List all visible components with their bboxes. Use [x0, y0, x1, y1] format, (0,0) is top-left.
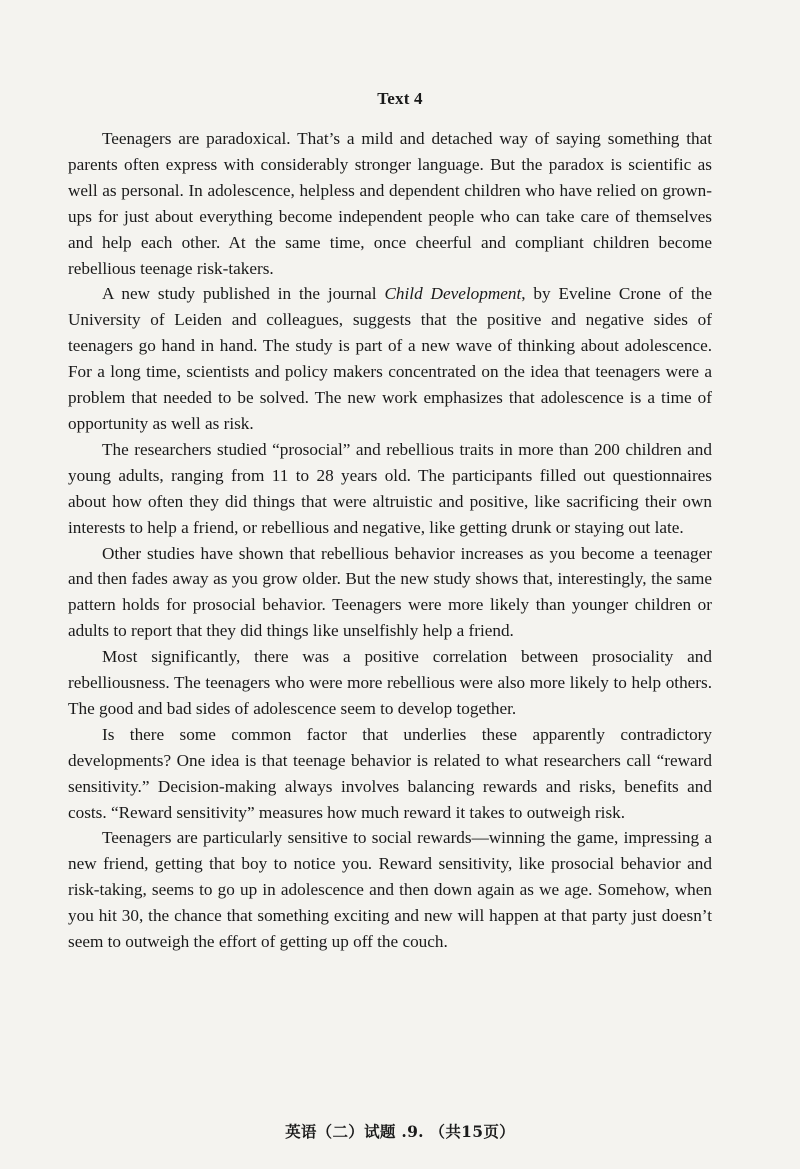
- paragraph: Teenagers are particularly sensitive to social rewards—winning the game, impressing a new friend, getting that boy to notice you. Reward sensitivity, like prosocial behavior and risk-taking, seems to go up in adolescence and then down again as we age. Somehow, when you hit 30, the chance that something exciting and new will happen at that party just doesn’t seem to outweigh the effort of getting up off the couch.: [68, 828, 712, 952]
- paragraph: Is there some common factor that underlies these apparently contradictory developments? One idea is that teenage behavior is related to what researchers call “reward sensitivity.” Decision-making always involves balancing rewards and risks, benefits and costs. “Reward sensitivity” measures how much reward it takes to outweigh risk.: [68, 724, 712, 822]
- paragraph: The researchers studied “prosocial” and rebellious traits in more than 200 children and young adults, ranging from 11 to 28 years old. The participants filled out questionnaires about how often they did things that were altruistic and positive, like sacrificing their own interests to help a friend, or rebellious and negative, like getting drunk or staying out late.: [68, 439, 712, 537]
- passage-body: [68, 126, 712, 955]
- passage-title: Text 4: [377, 89, 423, 108]
- journal-title: Child Development: [384, 284, 522, 304]
- paragraph: Other studies have shown that rebellious behavior increases as you become a teenager and then fades away as you grow older. But the new study shows that, interestingly, the same pattern holds for prosocial behavior. Teenagers were more likely than younger children or adults to report that they did things like unselfishly help a friend.: [68, 543, 712, 641]
- page-footer: 英语（二）试题 .9. （共15页）: [285, 1122, 515, 1141]
- paragraph: Teenagers are paradoxical. That’s a mild and detached way of saying something that parents often express with considerably stronger language. But the paradox is scientific as well as personal. In adolescence, helpless and dependent children who have relied on grown-ups for just about everything become independent people who can take care of themselves and help each other. At the same time, once cheerful and compliant children become rebellious teenage risk-takers.: [68, 129, 712, 278]
- paragraph: Most significantly, there was a positive correlation between prosociality and rebelliousness. The teenagers who were more rebellious were also more likely to help others. The good and bad sides of adolescence seem to develop together.: [68, 647, 712, 718]
- paragraph: A new study published in the journal Child Development, by Eveline Crone of the University of Leiden and colleagues, suggests that the positive and negative sides of teenagers go hand in hand. The study is part of a new wave of thinking about adolescence. For a long time, scientists and policy makers concentrated on the idea that teenagers were a problem that needed to be solved. The new work emphasizes that adolescence is a time of opportunity as well as risk.: [68, 284, 712, 433]
